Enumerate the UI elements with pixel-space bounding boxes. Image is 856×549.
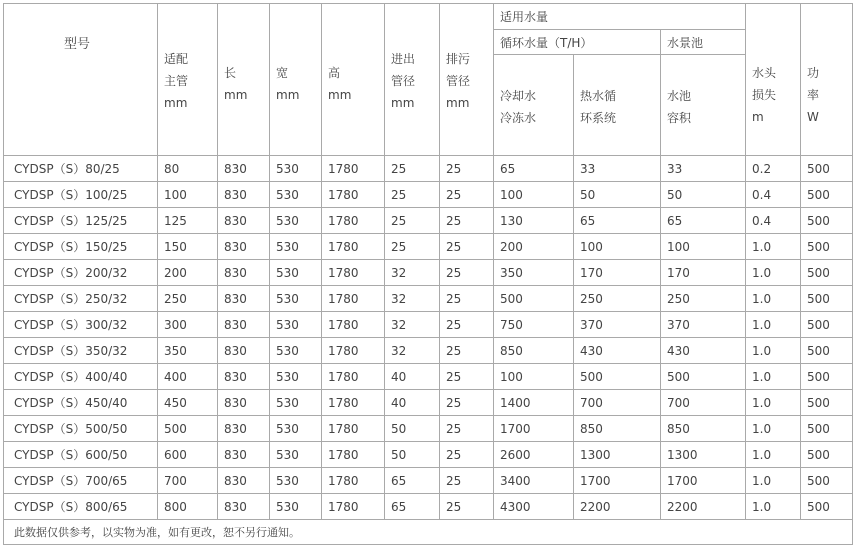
hot-water-cell: 33 [574, 156, 661, 182]
header-power-unit: W [807, 110, 819, 124]
table-row [4, 208, 853, 234]
header-main-pipe-unit: mm [164, 96, 188, 110]
length-cell: 830 [218, 260, 270, 286]
inlet-cell: 25 [385, 182, 440, 208]
header-length [218, 4, 270, 156]
header-head-loss [746, 4, 801, 156]
length-cell: 830 [218, 494, 270, 520]
table-row [4, 364, 853, 390]
height-cell: 1780 [322, 260, 385, 286]
pipe-cell: 300 [158, 312, 218, 338]
height-cell: 1780 [322, 312, 385, 338]
pipe-cell: 400 [158, 364, 218, 390]
length-cell: 830 [218, 312, 270, 338]
drain-cell: 25 [440, 364, 494, 390]
length-cell: 830 [218, 468, 270, 494]
head-loss-cell: 1.0 [746, 312, 801, 338]
cooling-cell: 200 [494, 234, 574, 260]
pool-volume-cell: 50 [661, 182, 746, 208]
cooling-cell: 3400 [494, 468, 574, 494]
model-cell: CYDSP（S）80/25 [4, 156, 158, 182]
header-head-loss-unit: m [752, 110, 764, 124]
table-row [4, 260, 853, 286]
pipe-cell: 125 [158, 208, 218, 234]
head-loss-cell: 1.0 [746, 390, 801, 416]
header-pool-group-label: 水景池 [667, 35, 704, 50]
width-cell: 530 [270, 312, 322, 338]
pipe-cell: 450 [158, 390, 218, 416]
width-cell: 530 [270, 364, 322, 390]
power-cell: 500 [801, 338, 853, 364]
table-row [4, 312, 853, 338]
cooling-cell: 130 [494, 208, 574, 234]
model-cell: CYDSP（S）700/65 [4, 468, 158, 494]
pipe-cell: 350 [158, 338, 218, 364]
inlet-cell: 65 [385, 468, 440, 494]
footer-note: 此数据仅供参考，以实物为准，如有更改，恕不另行通知。 [4, 520, 853, 545]
pool-volume-cell: 170 [661, 260, 746, 286]
cooling-cell: 350 [494, 260, 574, 286]
width-cell: 530 [270, 234, 322, 260]
model-cell: CYDSP（S）100/25 [4, 182, 158, 208]
drain-cell: 25 [440, 390, 494, 416]
length-cell: 830 [218, 338, 270, 364]
power-cell: 500 [801, 364, 853, 390]
header-power [801, 4, 853, 156]
head-loss-cell: 1.0 [746, 416, 801, 442]
hot-water-cell: 1300 [574, 442, 661, 468]
model-cell: CYDSP（S）250/32 [4, 286, 158, 312]
head-loss-cell: 1.0 [746, 468, 801, 494]
length-cell: 830 [218, 208, 270, 234]
pool-volume-cell: 250 [661, 286, 746, 312]
height-cell: 1780 [322, 442, 385, 468]
model-cell: CYDSP（S）500/50 [4, 416, 158, 442]
hot-water-cell: 170 [574, 260, 661, 286]
table-row [4, 338, 853, 364]
header-width [270, 4, 322, 156]
pool-volume-cell: 33 [661, 156, 746, 182]
pipe-cell: 800 [158, 494, 218, 520]
hot-water-cell: 850 [574, 416, 661, 442]
width-cell: 530 [270, 468, 322, 494]
header-width-label: 宽 [276, 66, 289, 80]
inlet-cell: 65 [385, 494, 440, 520]
hot-water-cell: 250 [574, 286, 661, 312]
spec-table [3, 3, 853, 545]
cooling-cell: 1700 [494, 416, 574, 442]
length-cell: 830 [218, 156, 270, 182]
header-pool-volume-line-1: 水池 [667, 89, 692, 103]
power-cell: 500 [801, 494, 853, 520]
height-cell: 1780 [322, 182, 385, 208]
header-hot-water [574, 55, 661, 156]
power-cell: 500 [801, 442, 853, 468]
power-cell: 500 [801, 312, 853, 338]
pipe-cell: 700 [158, 468, 218, 494]
drain-cell: 25 [440, 338, 494, 364]
spec-table-body [4, 156, 853, 520]
pool-volume-cell: 370 [661, 312, 746, 338]
table-row [4, 234, 853, 260]
head-loss-cell: 1.0 [746, 234, 801, 260]
pipe-cell: 500 [158, 416, 218, 442]
inlet-cell: 25 [385, 234, 440, 260]
drain-cell: 25 [440, 260, 494, 286]
drain-cell: 25 [440, 234, 494, 260]
header-head-loss-line-2: 损失 [752, 88, 777, 102]
head-loss-cell: 1.0 [746, 286, 801, 312]
inlet-cell: 40 [385, 390, 440, 416]
header-inlet-line-2: 管径 [391, 74, 416, 88]
pool-volume-cell: 430 [661, 338, 746, 364]
hot-water-cell: 1700 [574, 468, 661, 494]
header-circulation-group [494, 30, 661, 55]
cooling-cell: 4300 [494, 494, 574, 520]
header-height-unit: mm [328, 88, 352, 102]
height-cell: 1780 [322, 416, 385, 442]
power-cell: 500 [801, 182, 853, 208]
power-cell: 500 [801, 156, 853, 182]
power-cell: 500 [801, 390, 853, 416]
header-circulation-group-label: 循环水量（T/H） [500, 35, 593, 50]
model-cell: CYDSP（S）400/40 [4, 364, 158, 390]
width-cell: 530 [270, 494, 322, 520]
inlet-cell: 32 [385, 338, 440, 364]
footer-row [4, 520, 853, 545]
height-cell: 1780 [322, 286, 385, 312]
hot-water-cell: 50 [574, 182, 661, 208]
hot-water-cell: 65 [574, 208, 661, 234]
model-cell: CYDSP（S）200/32 [4, 260, 158, 286]
pool-volume-cell: 1700 [661, 468, 746, 494]
length-cell: 830 [218, 416, 270, 442]
inlet-cell: 25 [385, 208, 440, 234]
drain-cell: 25 [440, 312, 494, 338]
head-loss-cell: 0.4 [746, 208, 801, 234]
pipe-cell: 100 [158, 182, 218, 208]
head-loss-cell: 1.0 [746, 364, 801, 390]
power-cell: 500 [801, 286, 853, 312]
pipe-cell: 200 [158, 260, 218, 286]
drain-cell: 25 [440, 208, 494, 234]
hot-water-cell: 700 [574, 390, 661, 416]
hot-water-cell: 100 [574, 234, 661, 260]
header-main-pipe-line-2: 主管 [164, 74, 189, 88]
pool-volume-cell: 100 [661, 234, 746, 260]
width-cell: 530 [270, 286, 322, 312]
table-row [4, 416, 853, 442]
inlet-cell: 50 [385, 416, 440, 442]
inlet-cell: 32 [385, 286, 440, 312]
cooling-cell: 100 [494, 182, 574, 208]
table-row [4, 494, 853, 520]
height-cell: 1780 [322, 390, 385, 416]
header-length-unit: mm [224, 88, 248, 102]
power-cell: 500 [801, 416, 853, 442]
height-cell: 1780 [322, 364, 385, 390]
drain-cell: 25 [440, 416, 494, 442]
pool-volume-cell: 850 [661, 416, 746, 442]
header-main-pipe [158, 4, 218, 156]
inlet-cell: 50 [385, 442, 440, 468]
length-cell: 830 [218, 390, 270, 416]
model-cell: CYDSP（S）150/25 [4, 234, 158, 260]
height-cell: 1780 [322, 156, 385, 182]
drain-cell: 25 [440, 494, 494, 520]
header-cooling-line-1: 冷却水 [500, 89, 537, 103]
cooling-cell: 750 [494, 312, 574, 338]
header-flow-group-label: 适用水量 [500, 10, 549, 24]
cooling-cell: 100 [494, 364, 574, 390]
table-row [4, 286, 853, 312]
table-row [4, 182, 853, 208]
power-cell: 500 [801, 260, 853, 286]
pipe-cell: 250 [158, 286, 218, 312]
header-hot-water-line-2: 环系统 [580, 111, 617, 125]
hot-water-cell: 430 [574, 338, 661, 364]
table-row [4, 156, 853, 182]
width-cell: 530 [270, 390, 322, 416]
pool-volume-cell: 65 [661, 208, 746, 234]
inlet-cell: 40 [385, 364, 440, 390]
height-cell: 1780 [322, 208, 385, 234]
inlet-cell: 25 [385, 156, 440, 182]
cooling-cell: 850 [494, 338, 574, 364]
height-cell: 1780 [322, 234, 385, 260]
hot-water-cell: 2200 [574, 494, 661, 520]
length-cell: 830 [218, 234, 270, 260]
header-width-unit: mm [276, 88, 300, 102]
width-cell: 530 [270, 338, 322, 364]
header-drain-line-1: 排污 [446, 52, 471, 66]
pool-volume-cell: 500 [661, 364, 746, 390]
header-drain-unit: mm [446, 96, 470, 110]
inlet-cell: 32 [385, 312, 440, 338]
model-cell: CYDSP（S）300/32 [4, 312, 158, 338]
pool-volume-cell: 1300 [661, 442, 746, 468]
model-cell: CYDSP（S）800/65 [4, 494, 158, 520]
hot-water-cell: 370 [574, 312, 661, 338]
cooling-cell: 2600 [494, 442, 574, 468]
pipe-cell: 80 [158, 156, 218, 182]
header-inlet [385, 4, 440, 156]
head-loss-cell: 1.0 [746, 338, 801, 364]
pipe-cell: 150 [158, 234, 218, 260]
width-cell: 530 [270, 182, 322, 208]
drain-cell: 25 [440, 468, 494, 494]
cooling-cell: 1400 [494, 390, 574, 416]
header-height [322, 4, 385, 156]
header-flow-group [494, 4, 746, 30]
height-cell: 1780 [322, 494, 385, 520]
model-cell: CYDSP（S）125/25 [4, 208, 158, 234]
table-row [4, 468, 853, 494]
header-pool-group [661, 30, 746, 55]
head-loss-cell: 1.0 [746, 442, 801, 468]
header-pool-volume [661, 55, 746, 156]
pipe-cell: 600 [158, 442, 218, 468]
header-head-loss-line-1: 水头 [752, 66, 777, 80]
length-cell: 830 [218, 442, 270, 468]
height-cell: 1780 [322, 468, 385, 494]
hot-water-cell: 500 [574, 364, 661, 390]
head-loss-cell: 1.0 [746, 260, 801, 286]
width-cell: 530 [270, 442, 322, 468]
inlet-cell: 32 [385, 260, 440, 286]
header-drain-line-2: 管径 [446, 74, 471, 88]
drain-cell: 25 [440, 182, 494, 208]
drain-cell: 25 [440, 156, 494, 182]
header-hot-water-line-1: 热水循 [580, 89, 617, 103]
header-power-line-1: 功 [807, 66, 820, 80]
table-row [4, 442, 853, 468]
width-cell: 530 [270, 416, 322, 442]
header-length-label: 长 [224, 66, 237, 80]
header-model-label: 型号 [64, 37, 91, 52]
drain-cell: 25 [440, 442, 494, 468]
head-loss-cell: 0.4 [746, 182, 801, 208]
width-cell: 530 [270, 260, 322, 286]
header-drain [440, 4, 494, 156]
width-cell: 530 [270, 156, 322, 182]
header-pool-volume-line-2: 容积 [667, 111, 692, 125]
header-row-1 [4, 4, 853, 30]
header-model [4, 4, 158, 156]
model-cell: CYDSP（S）450/40 [4, 390, 158, 416]
pool-volume-cell: 2200 [661, 494, 746, 520]
pool-volume-cell: 700 [661, 390, 746, 416]
width-cell: 530 [270, 208, 322, 234]
header-cooling-line-2: 冷冻水 [500, 111, 537, 125]
power-cell: 500 [801, 234, 853, 260]
model-cell: CYDSP（S）350/32 [4, 338, 158, 364]
cooling-cell: 65 [494, 156, 574, 182]
header-height-label: 高 [328, 66, 341, 80]
header-power-line-2: 率 [807, 88, 820, 102]
header-main-pipe-line-1: 适配 [164, 52, 189, 66]
power-cell: 500 [801, 468, 853, 494]
head-loss-cell: 0.2 [746, 156, 801, 182]
length-cell: 830 [218, 182, 270, 208]
length-cell: 830 [218, 286, 270, 312]
model-cell: CYDSP（S）600/50 [4, 442, 158, 468]
drain-cell: 25 [440, 286, 494, 312]
cooling-cell: 500 [494, 286, 574, 312]
power-cell: 500 [801, 208, 853, 234]
header-cooling [494, 55, 574, 156]
height-cell: 1780 [322, 338, 385, 364]
length-cell: 830 [218, 364, 270, 390]
head-loss-cell: 1.0 [746, 494, 801, 520]
header-inlet-line-1: 进出 [391, 52, 416, 66]
header-inlet-unit: mm [391, 96, 415, 110]
table-row [4, 390, 853, 416]
